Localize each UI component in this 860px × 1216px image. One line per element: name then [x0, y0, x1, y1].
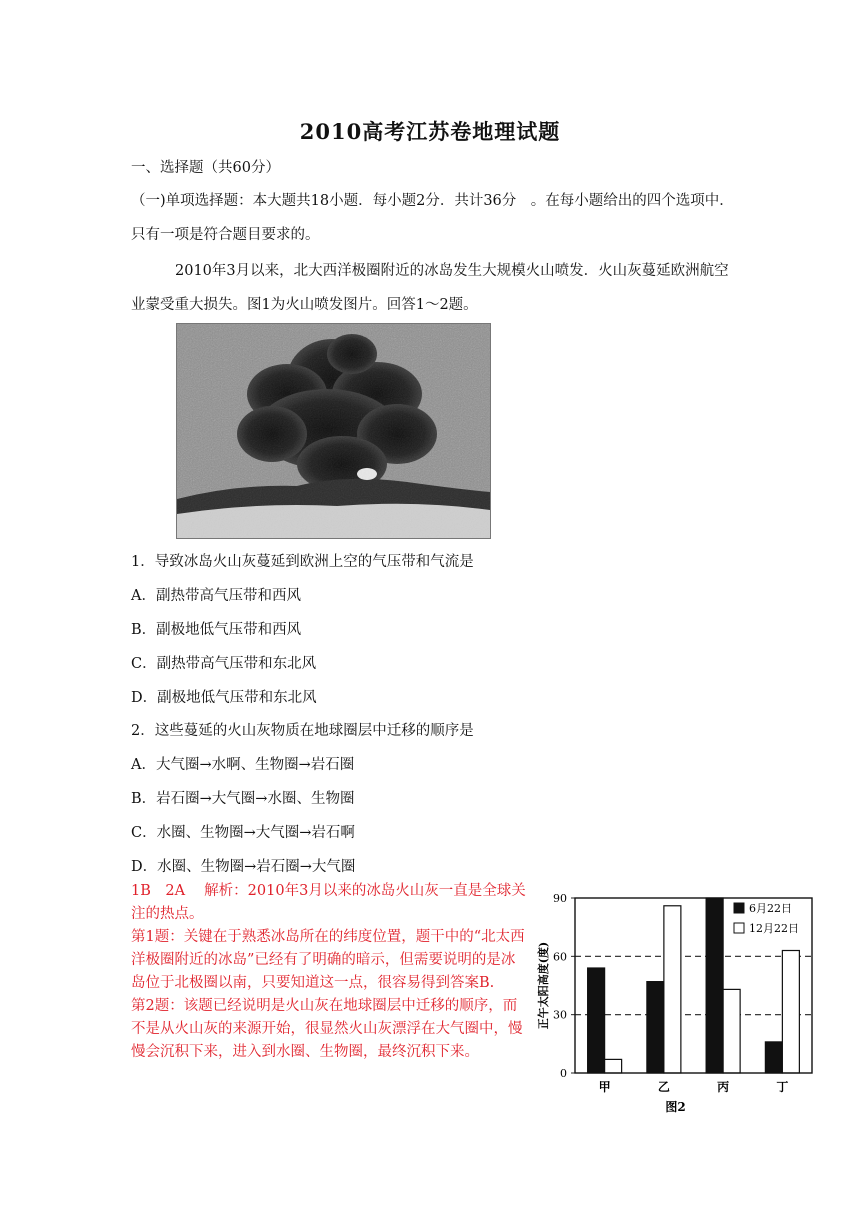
legend-label: 12月22日 [749, 922, 799, 935]
solar-altitude-chart [530, 888, 830, 1118]
bar-甲-jun [588, 968, 605, 1073]
passage-text: 2010年3月以来，北大西洋极圈附近的冰岛发生大规模火山喷发．火山灰蔓延欧洲航空业蒙受重大损失。图1为火山喷发图片。回答1～2题。 [131, 263, 729, 313]
x-category-label: 甲 [598, 1080, 611, 1094]
bar-乙-jun [647, 982, 664, 1073]
question-2-option-b: B．岩石圈→大气圈→水圈、生物圈 [131, 791, 355, 807]
y-tick-label: 90 [553, 892, 567, 905]
bar-丙-jun [706, 898, 723, 1073]
y-axis-label: 正午太阳高度(度) [537, 941, 550, 1030]
page-title: 2010高考江苏卷地理试题 [299, 119, 561, 144]
question-2-option-c: C．水圈、生物圈→大气圈→岩石啊 [131, 825, 355, 841]
chart-title: 图2 [665, 1100, 686, 1114]
answer-analysis [131, 880, 529, 1064]
x-category-label: 乙 [657, 1080, 670, 1094]
y-tick-label: 0 [560, 1067, 567, 1080]
question-2-option-a: A．大气圈→水啊、生物圈→岩石圈 [131, 757, 355, 773]
question-2-stem: 2．这些蔓延的火山灰物质在地球圈层中迁移的顺序是 [131, 723, 474, 739]
section-heading: 一、选择题（共60分） [131, 160, 280, 176]
y-tick-label: 60 [553, 950, 567, 964]
question-2-option-d: D．水圈、生物圈→岩石圈→大气圈 [131, 859, 356, 875]
analysis-question-1: 第1题：关键在于熟悉冰岛所在的纬度位置，题干中的“北太西洋极圈附近的冰岛”已经有了明确的暗示，但需要说明的是冰岛位于北极圈以南，只要知道这一点，很容易得到答案B. [131, 929, 525, 991]
question-1-option-d: D．副极地低气压带和东北风 [131, 690, 317, 706]
legend-label: 6月22日 [749, 902, 792, 915]
x-category-label: 丁 [776, 1080, 789, 1094]
bar-丁-jun [765, 1042, 782, 1073]
question-1-stem: 1．导致冰岛火山灰蔓延到欧洲上空的气压带和气流是 [131, 554, 474, 570]
volcano-eruption-photo [176, 323, 491, 539]
x-category-label: 丙 [717, 1080, 730, 1094]
bar-丁-dec [782, 951, 799, 1074]
y-tick-label: 30 [553, 1008, 567, 1022]
bar-丙-dec [723, 989, 740, 1073]
question-1-option-a: A．副热带高气压带和西风 [131, 588, 301, 604]
instruction-text: （一)单项选择题：本大题共18小题．每小题2分．共计36分 。在每小题给出的四个选项中．只有一项是符合题目要求的。 [131, 193, 734, 243]
question-1-option-c: C．副热带高气压带和东北风 [131, 656, 317, 672]
question-1-option-b: B．副极地低气压带和西风 [131, 622, 302, 638]
bar-乙-dec [664, 906, 681, 1073]
analysis-question-2: 第2题：该题已经说明是火山灰在地球圈层中迁移的顺序，而不是从火山灰的来源开始，很显然火山灰漂浮在大气圈中，慢慢会沉积下来，进入到水圈、生物圈，最终沉积下来。 [131, 998, 523, 1060]
legend-swatch [734, 923, 744, 933]
bar-甲-dec [605, 1059, 622, 1073]
legend-swatch [734, 903, 744, 913]
analysis-intro: 1B 2A 解析：2010年3月以来的冰岛火山灰一直是全球关注的热点。 [131, 883, 526, 922]
